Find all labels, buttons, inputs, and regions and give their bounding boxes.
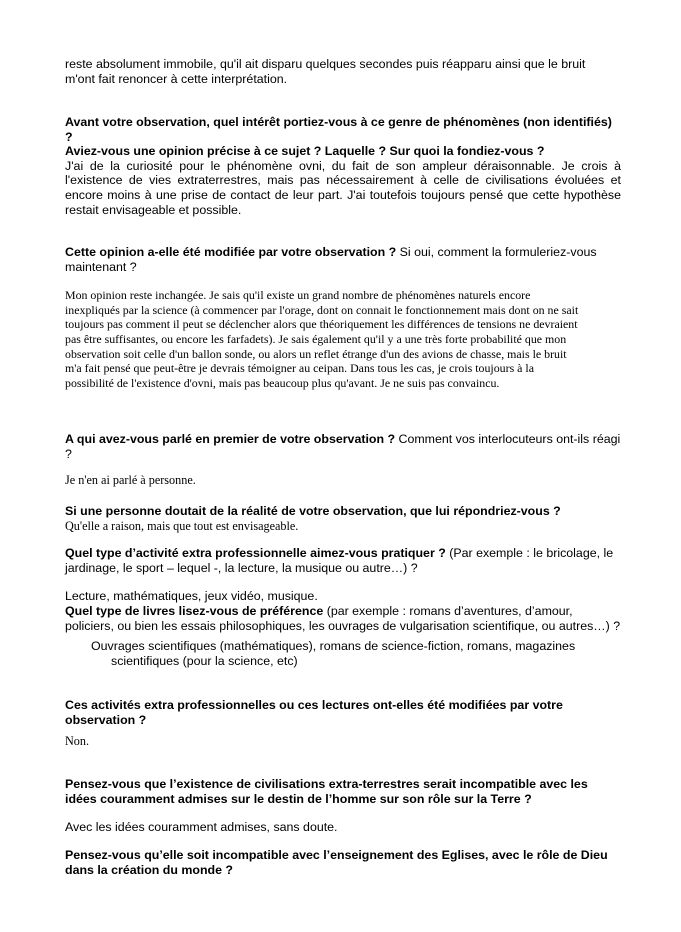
answer-told: Je n'en ai parlé à personne.: [65, 473, 196, 488]
answer-modified-line: m'a fait pensé que peut-être je devrais témoigner au ceipan. Dans tous les cas, je crois toujours à la: [65, 361, 535, 376]
question-modified-rest: Si oui, comment la formuleriez-vous maintenant ?: [65, 245, 597, 274]
section-told: [65, 432, 621, 488]
question-church: Pensez-vous qu’elle soit incompatible avec l’enseignement des Eglises, avec le rôle de Dieu dans la création du monde ?: [65, 848, 608, 877]
question-opinion: Aviez-vous une opinion précise à ce sujet ? Laquelle ? Sur quoi la fondiez-vous ?: [65, 144, 545, 159]
answer-incompatible: Avec les idées couramment admises, sans doute.: [65, 820, 338, 835]
section-activity: [65, 546, 621, 604]
intro-line-1: reste absolument immobile, qu'il ait disparu quelques secondes puis réapparu ainsi que le bruit: [65, 57, 586, 71]
answer-activity: Lecture, mathématiques, jeux vidéo, musique.: [65, 589, 318, 604]
question-changed: Ces activités extra professionnelles ou ces lectures ont-elles été modifiées par votre observation ?: [65, 698, 563, 727]
section-books: [65, 604, 621, 668]
answer-modified-line: Mon opinion reste inchangée. Je sais qu'il existe un grand nombre de phénomènes naturels encore: [65, 288, 531, 303]
question-incompatible: Pensez-vous que l’existence de civilisations extra-terrestres serait incompatible avec les idées couramment admises sur le destin de l’homme sur son rôle sur la Terre ?: [65, 777, 588, 806]
answer-modified-line: inexpliqués par la science (à commencer par l'orage, dont on connait le fonctionnement mais dont on ne sait: [65, 302, 579, 317]
question-told: [65, 432, 621, 461]
section-church: [65, 848, 621, 877]
section-doubt: [65, 504, 621, 533]
question-books-rest: (par exemple : romans d’aventures, d’amour, policiers, ou bien les essais philosophiques, les ouvrages de vulgarisation scientifique, ou autres…) ?: [65, 604, 621, 633]
answer-changed: Non.: [65, 734, 90, 749]
question-books-bold: Quel type de livres lisez-vous de préférence: [65, 604, 324, 618]
section-changed: [65, 698, 621, 749]
section-incompatible: [65, 777, 621, 835]
question-modified-bold: Cette opinion a-elle été modifiée par votre observation ?: [65, 245, 397, 259]
question-activity: [65, 546, 621, 575]
question-doubt: Si une personne doutait de la réalité de votre observation, que lui répondriez-vous ?: [65, 504, 561, 518]
question-told-rest: Comment vos interlocuteurs ont-ils réagi ?: [65, 432, 621, 461]
question-interest: Avant votre observation, quel intérêt portiez-vous à ce genre de phénomènes (non identifiés) ?: [65, 115, 612, 144]
section-interest: [65, 115, 621, 217]
question-modified: [65, 245, 621, 274]
answer-doubt: Qu'elle a raison, mais que tout est envisageable.: [65, 518, 299, 533]
answer-books-line-2: scientifiques (pour la science, etc): [111, 653, 298, 668]
answer-modified: [65, 288, 621, 390]
answer-modified-line: observation soit celle d'un ballon sonde, ou alors un reflet étrange d'un des avions de chasse, mais le bruit: [65, 346, 567, 361]
intro-paragraph: [65, 57, 621, 86]
answer-modified-line: pas être suffisantes, ou encore les farfadets). Je sais également qu'il y a une très forte probabilité que mon: [65, 331, 567, 346]
answer-interest: J'ai de la curiosité pour le phénomène ovni, du fait de son ampleur déraisonnable. Je crois à l'existence de vies extraterrestres, mais pas nécessairement à celle de civilisations évoluées et encore moins à une prise de contact de leur part. J'ai toutefois toujours pensé que cette hypothèse restait envisageable et possible.: [65, 158, 621, 217]
answer-modified-line: possibilité de l'existence d'ovni, mais pas beaucoup plus qu'avant. Je ne suis pas convaincu.: [65, 375, 500, 390]
question-books: [65, 604, 621, 633]
question-told-bold: A qui avez-vous parlé en premier de votre observation ?: [65, 432, 396, 446]
answer-modified-line: toujours pas comment il peut se déclencher alors que théoriquement les différences de tensions ne devraient: [65, 317, 578, 332]
question-activity-rest: (Par exemple : le bricolage, le jardinage, le sport – lequel -, la lecture, la musique ou autre…) ?: [65, 546, 614, 575]
answer-books-line-1: Ouvrages scientifiques (mathématiques), romans de science-fiction, romans, magazines: [91, 639, 576, 654]
intro-line-2: m'ont fait renoncer à cette interprétation.: [65, 71, 288, 86]
section-modified: [65, 245, 621, 390]
question-activity-bold: Quel type d’activité extra professionnelle aimez-vous pratiquer ?: [65, 546, 446, 560]
